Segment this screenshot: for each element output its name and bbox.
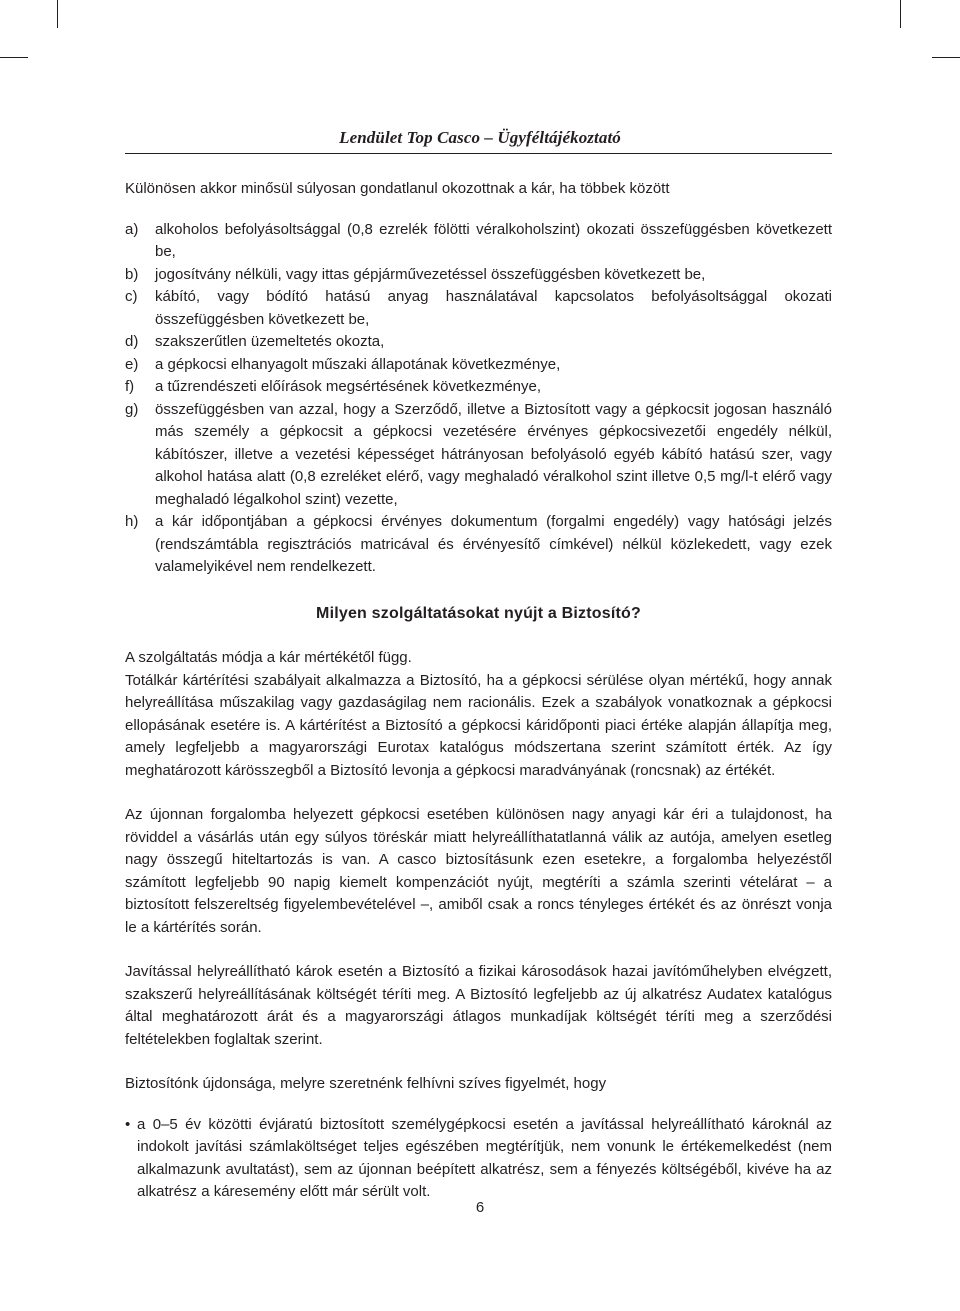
- list-item: [125, 376, 832, 399]
- intro-paragraph: Különösen akkor minősül súlyosan gondatlanul okozottnak a kár, ha többek között: [125, 180, 670, 197]
- list-item-text: kábító, vagy bódító hatású anyag használatával kapcsolatos befolyásoltsággal okozati összefüggésben következett be,: [155, 288, 832, 328]
- list-marker: b): [125, 265, 139, 283]
- list-item: [125, 219, 832, 264]
- bullet-icon: •: [125, 1115, 131, 1133]
- paragraph-new-vehicle: Az újonnan forgalomba helyezett gépkocsi esetében különösen nagy anyagi kár éri a tulajdonost, ha röviddel a vásárlás után egy súlyos töréskár miatt helyreállíthatatlanná válik az autója, amelyen esetleg nagy összegű hiteltartozás is van. A casco biztosításunk ezen esetekre, a forgalomba helyezéstől számított legfeljebb 90 napig kiemelt kompenzációt nyújt, megtéríti a számla szerinti vételárat – a biztosított felszereltség figyelembevételével –, amiből csak a roncs tényleges értékét és az önrészt vonja le a kártérítés során.: [125, 806, 832, 936]
- list-marker: d): [125, 333, 139, 350]
- list-marker: e): [125, 355, 139, 373]
- list-item: [125, 286, 832, 331]
- list-item-text: jogosítvány nélküli, vagy ittas gépjárművezetéssel összefüggésben következett be,: [155, 265, 706, 283]
- list-marker: g): [125, 400, 139, 418]
- list-item-text: a kár időpontjában a gépkocsi érvényes dokumentum (forgalmi engedély) vagy hatósági jelzés (rendszámtábla regisztrációs matricával és érvényesítő címkével) nélkül közlekedett, vagy ezek valamelyikével nem rendelkezett.: [155, 513, 832, 575]
- paragraph-service-mode: A szolgáltatás módja a kár mértékétől függ.: [125, 649, 412, 666]
- list-marker: f): [125, 378, 135, 395]
- list-item-text: a tűzrendészeti előírások megsértésének következménye,: [155, 378, 542, 395]
- bullet-item-text: a 0–5 év közötti évjáratú biztosított személygépkocsi esetén a javítással helyreállítható károknál az indokolt javítási számlaköltséget teljes egészében megtérítjük, nem vonunk le értékemelkedést (nem alkalmazunk avultatást), sem az újonnan beépített alkatrész, sem a fényezés költségéből, kivéve ha az alkatrész a káresemény előtt már sérült volt.: [137, 1115, 832, 1200]
- section-heading: Milyen szolgáltatásokat nyújt a Biztosító?: [316, 604, 641, 622]
- crop-mark-top-right-vertical: [900, 0, 901, 28]
- list-item-text: szakszerűtlen üzemeltetés okozta,: [155, 333, 385, 350]
- paragraph-total-loss: Totálkár kártérítési szabályait alkalmazza a Biztosító, ha a gépkocsi sérülése olyan mértékű, hogy annak helyreállítása műszakilag vagy gazdaságilag nem racionális. Ezek a szabályok vonatkoznak a gépkocsi ellopásának esetére is. A kártérítést a Biztosító a gépkocsi káridőponti piaci értéke alapján állapítja meg, amely legfeljebb a magyarországi Eurotax katalógus módszertana szerint számított érték. Az így meghatározott kárösszegből a Biztosító levonja a gépkocsi maradványának (roncsnak) az értékét.: [125, 671, 832, 779]
- list-item-text: a gépkocsi elhanyagolt műszaki állapotának következménye,: [155, 355, 561, 373]
- list-item: [125, 354, 832, 377]
- list-marker: a): [125, 220, 139, 238]
- list-item: [125, 399, 832, 512]
- running-header-title: Lendület Top Casco – Ügyféltájékoztató: [339, 128, 621, 147]
- list-item: [125, 511, 832, 579]
- list-marker: h): [125, 513, 139, 530]
- list-item: [125, 331, 832, 354]
- conditions-list: [125, 219, 832, 579]
- bullet-item: [125, 1114, 832, 1204]
- crop-mark-top-left-horizontal: [0, 57, 28, 58]
- page-number: 6: [475, 1199, 485, 1216]
- page-content: [125, 178, 832, 1204]
- list-item-text: alkoholos befolyásoltsággal (0,8 ezrelék fölötti véralkoholszint) okozati összefüggésben következett be,: [155, 220, 832, 260]
- crop-mark-top-left-vertical: [57, 0, 58, 28]
- header-rule: [125, 153, 832, 154]
- list-item: [125, 264, 832, 287]
- crop-mark-top-right-horizontal: [932, 57, 960, 58]
- bullet-list: [125, 1114, 832, 1204]
- paragraph-novelty: Biztosítónk újdonsága, melyre szeretnénk felhívni szíves figyelmét, hogy: [125, 1075, 607, 1092]
- paragraph-repair: Javítással helyreállítható károk esetén a Biztosító a fizikai károsodások hazai javítóműhelyben elvégzett, szakszerű helyreállításának költségét téríti meg. A Biztosító legfeljebb az új alkatrész Audatex katalógus által meghatározott árát és a magyarországi átlagos munkadíjak költségét téríti meg a szerződési feltételekben foglaltak szerint.: [125, 963, 832, 1048]
- list-marker: c): [125, 288, 138, 305]
- list-item-text: összefüggésben van azzal, hogy a Szerződő, illetve a Biztosított vagy a gépkocsit jogosan használó más személy a gépkocsit a gépkocsi vezetésére érvényes gépkocsivezetői engedély nélkül, kábítószer, illetve a vezetési képességet hátrányosan befolyásoló egyéb kábító hatású szer, vagy alkohol hatása alatt (0,8 ezreléket elérő, vagy meghaladó véralkohol szint illetve 0,5 mg/l-t elérő vagy meghaladó légalkohol szint) vezette,: [155, 400, 832, 508]
